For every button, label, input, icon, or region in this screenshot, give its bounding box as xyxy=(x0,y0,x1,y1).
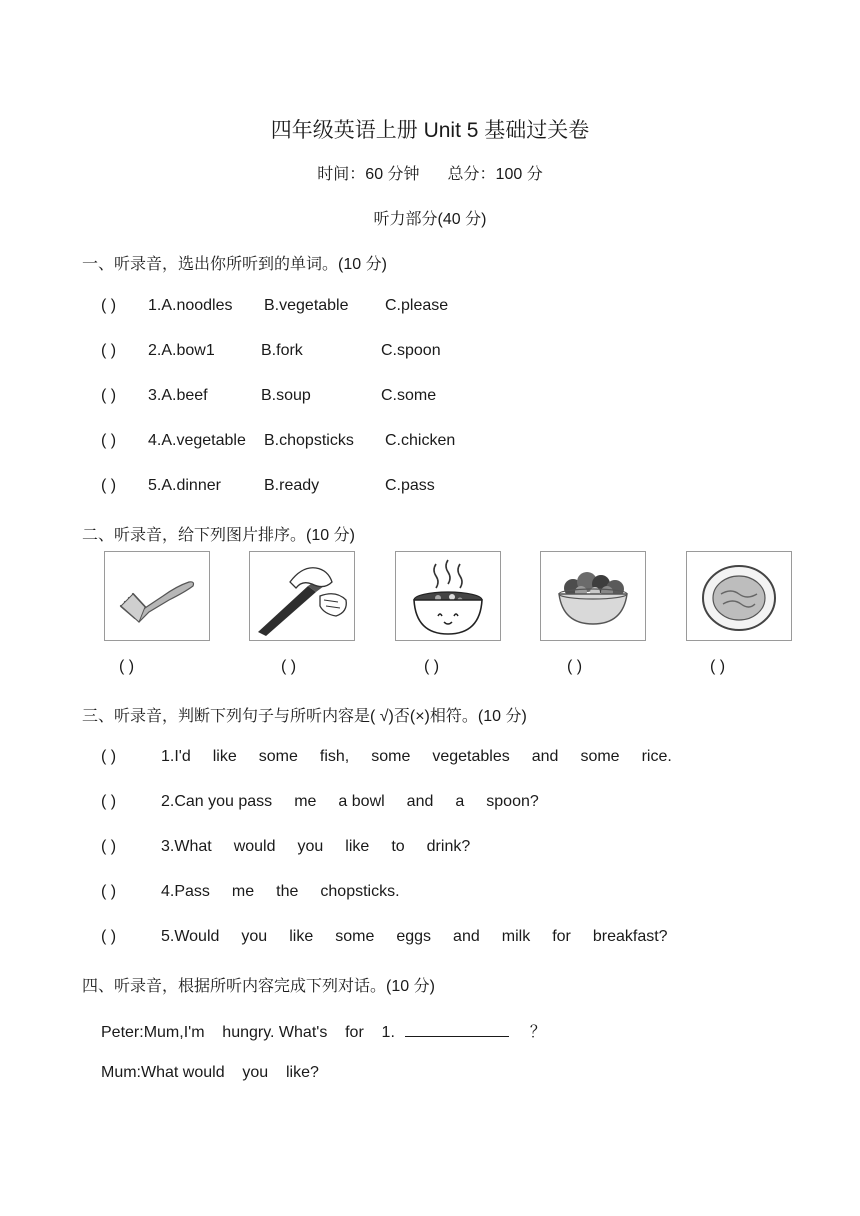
word: like xyxy=(289,928,314,945)
option-a: 4.A.vegetable xyxy=(148,432,246,449)
option-a: 5.A.dinner xyxy=(148,477,221,494)
word: 5.Would xyxy=(161,928,220,945)
s3-statement-row xyxy=(101,883,422,901)
word: and xyxy=(406,793,434,810)
word: rice. xyxy=(641,748,672,765)
word: the xyxy=(276,883,299,900)
dialogue-text: Peter:Mum,I'm hungry. What's for 1. xyxy=(101,1024,395,1041)
option-b: B.vegetable xyxy=(264,297,349,314)
option-a: 2.A.bow1 xyxy=(148,342,215,359)
picture-answer-paren[interactable]: ( ) xyxy=(281,658,297,675)
word: some xyxy=(580,748,620,765)
word: like xyxy=(345,838,370,855)
word: a xyxy=(455,793,465,810)
picture-answer-paren[interactable]: ( ) xyxy=(710,658,726,675)
fill-in-blank[interactable] xyxy=(405,1022,509,1037)
word: you xyxy=(241,928,268,945)
word: you xyxy=(297,838,324,855)
s3-statement-row xyxy=(101,838,492,856)
word: and xyxy=(531,748,559,765)
word: some xyxy=(335,928,375,945)
s1-question-row xyxy=(101,477,435,495)
soup-bowl-icon xyxy=(396,552,500,640)
word: 3.What xyxy=(161,838,212,855)
word: chopsticks. xyxy=(320,883,400,900)
word: vegetables xyxy=(432,748,510,765)
option-b: B.ready xyxy=(264,477,320,494)
s1-question-row xyxy=(101,342,441,360)
word: me xyxy=(294,793,317,810)
word: for xyxy=(552,928,571,945)
time-limit: 时间：60 分钟 xyxy=(317,166,420,183)
word: some xyxy=(258,748,298,765)
option-c: C.chicken xyxy=(385,432,456,449)
option-c: C.spoon xyxy=(381,342,441,359)
answer-paren[interactable]: ( ) xyxy=(101,477,117,494)
dialogue-line-peter xyxy=(101,1019,546,1042)
option-a: 1.A.noodles xyxy=(148,297,233,314)
option-b: B.soup xyxy=(261,387,311,404)
dialogue-line-mum: Mum:What would you like? xyxy=(101,1064,319,1081)
word: 1.I'd xyxy=(161,748,191,765)
option-c: C.some xyxy=(381,387,437,404)
word: me xyxy=(231,883,255,900)
word: 2.Can you pass xyxy=(161,793,273,810)
s3-statement-row xyxy=(101,928,690,946)
s3-statement-row xyxy=(101,748,694,766)
section1-heading: 一、听录音，选出你所听到的单词。(10 分) xyxy=(82,256,387,273)
word: fish, xyxy=(319,748,350,765)
picture-salad xyxy=(540,551,646,641)
knife-cutting-icon xyxy=(250,552,354,640)
section3-heading: 三、听录音，判断下列句子与所听内容是( √)否(×)相符。(10 分) xyxy=(82,708,527,725)
picture-answer-paren[interactable]: ( ) xyxy=(119,658,135,675)
picture-soup xyxy=(395,551,501,641)
s1-question-row xyxy=(101,432,456,450)
answer-paren[interactable]: ( ) xyxy=(101,748,117,765)
s1-question-row xyxy=(101,297,449,315)
plate-of-food-icon xyxy=(687,552,791,640)
page-title: 四年级英语上册 Unit 5 基础过关卷 xyxy=(270,119,590,142)
option-c: C.please xyxy=(385,297,449,314)
word: would xyxy=(233,838,276,855)
word: and xyxy=(453,928,480,945)
picture-answer-paren[interactable]: ( ) xyxy=(567,658,583,675)
word: breakfast? xyxy=(592,928,668,945)
option-b: B.chopsticks xyxy=(264,432,354,449)
word: a bowl xyxy=(338,793,385,810)
s3-statement-row xyxy=(101,793,561,811)
fork-icon xyxy=(105,552,209,640)
picture-knife xyxy=(249,551,355,641)
answer-paren[interactable]: ( ) xyxy=(101,793,117,810)
option-b: B.fork xyxy=(261,342,303,359)
option-c: C.pass xyxy=(385,477,435,494)
answer-paren[interactable]: ( ) xyxy=(101,928,117,945)
word: drink? xyxy=(426,838,471,855)
word: some xyxy=(371,748,411,765)
total-score: 总分：100 分 xyxy=(447,166,543,183)
listening-header: 听力部分(40 分) xyxy=(373,211,487,228)
answer-paren[interactable]: ( ) xyxy=(101,883,117,900)
section2-heading: 二、听录音，给下列图片排序。(10 分) xyxy=(82,527,355,544)
answer-paren[interactable]: ( ) xyxy=(101,387,117,404)
picture-plate xyxy=(686,551,792,641)
answer-paren[interactable]: ( ) xyxy=(101,297,117,314)
word: eggs xyxy=(396,928,432,945)
picture-answer-paren[interactable]: ( ) xyxy=(424,658,440,675)
answer-paren[interactable]: ( ) xyxy=(101,342,117,359)
word: milk xyxy=(501,928,531,945)
answer-paren[interactable]: ( ) xyxy=(101,838,117,855)
section4-heading: 四、听录音，根据所听内容完成下列对话。(10 分) xyxy=(82,978,435,995)
exam-meta xyxy=(0,161,860,184)
option-a: 3.A.beef xyxy=(148,387,208,404)
s1-question-row xyxy=(101,387,437,405)
answer-paren[interactable]: ( ) xyxy=(101,432,117,449)
picture-fork xyxy=(104,551,210,641)
word: like xyxy=(212,748,237,765)
word: to xyxy=(391,838,405,855)
word: 4.Pass xyxy=(161,883,210,900)
word: spoon? xyxy=(486,793,539,810)
vegetable-salad-icon xyxy=(541,552,645,640)
question-mark: ？ xyxy=(529,1024,546,1041)
